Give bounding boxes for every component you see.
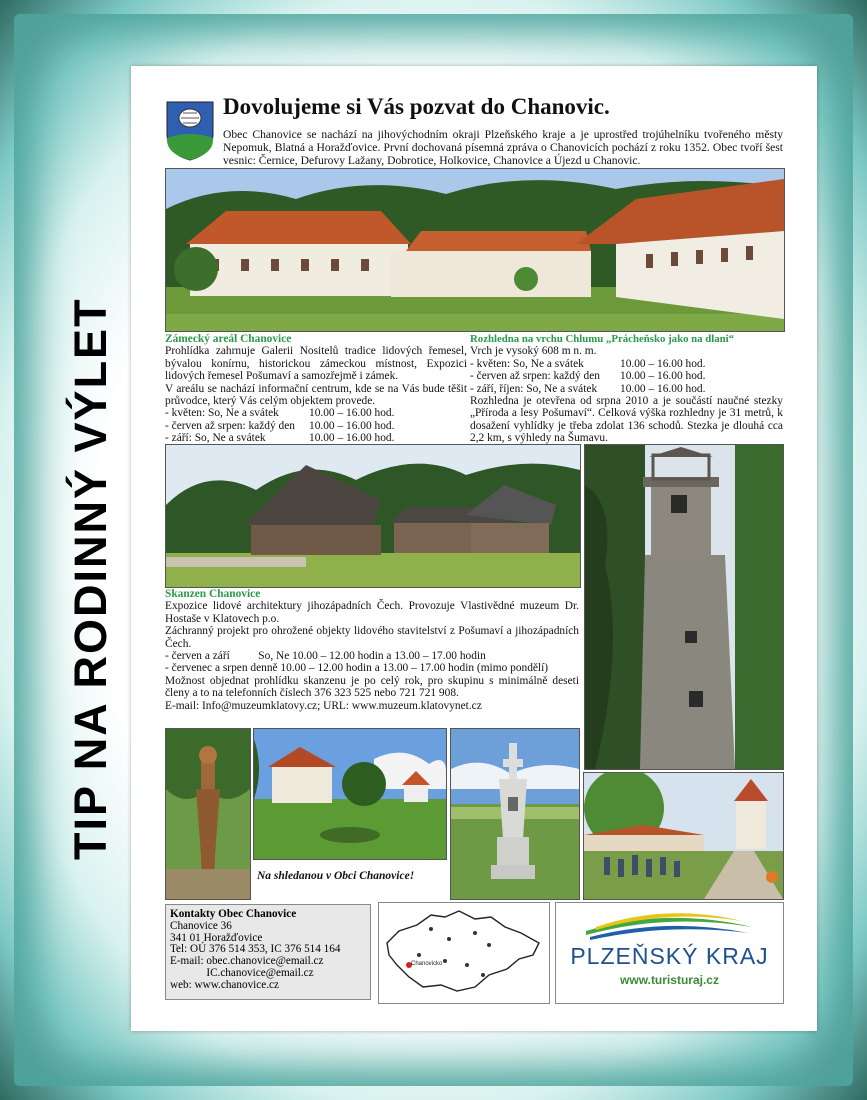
hours-days: - září, říjen: So, Ne a svátek	[470, 382, 598, 395]
skanzen-section	[165, 588, 579, 712]
tower-section	[470, 333, 783, 445]
tower-hours-row	[470, 370, 783, 382]
castle-hours-row	[165, 420, 467, 432]
hours-time: 10.00 – 16.00 hod.	[620, 357, 706, 370]
czech-map-icon	[379, 903, 549, 1003]
tower-hours-row	[470, 383, 783, 395]
leaflet-page	[131, 66, 817, 1031]
swoosh-logo-icon	[556, 905, 783, 945]
contacts-box	[165, 904, 371, 1000]
tower-elevation: Vrch je vysoký 608 m n. m.	[470, 345, 597, 358]
map-label: Chanovicko	[411, 961, 443, 967]
skanzen-text-2: Záchranný projekt pro ohrožené objekty lidového stavitelství z Pošumaví a jihozápadních Čech.	[165, 625, 579, 650]
tower-hours-row	[470, 358, 783, 370]
castle-courtyard-photo	[165, 168, 785, 332]
skanzen-hours-1: - červen a září So, Ne 10.00 – 12.00 hodin a 13.00 – 17.00 hodin	[165, 650, 486, 663]
contact-email-ic: IC.chanovice@email.cz	[170, 966, 314, 979]
castle-lawn-photo	[253, 728, 447, 860]
lookout-tower-photo	[584, 444, 784, 770]
castle-hours-row	[165, 407, 467, 419]
region-map	[378, 902, 550, 1004]
coat-of-arms-icon	[165, 100, 215, 162]
castle-text-2: V areálu se nachází informační centrum, kde se na Vás bude těšit průvodce, který Vás celým objektem provede.	[165, 382, 467, 408]
hours-days: - září: So, Ne a svátek	[165, 432, 266, 445]
logo-name: PLZEŇSKÝ KRAJ	[570, 943, 769, 969]
tourists-church-photo	[583, 772, 784, 900]
hours-days: - červen až srpen: každý den	[470, 370, 600, 383]
skanzen-hours-2: - červenec a srpen denně 10.00 – 12.00 hodin a 13.00 – 17.00 hodin (mimo pondělí)	[165, 662, 549, 675]
wooden-statue-photo	[165, 728, 251, 900]
castle-section	[165, 333, 467, 445]
contact-web: web: www.chanovice.cz	[170, 978, 279, 991]
castle-text: Prohlídka zahrnuje Galerii Nositelů tradice lidových řemesel, bývalou konírnu, historickou zámeckou místnost, Expozici lidových řemesel Pošumaví a samozřejmě i zámek.	[165, 345, 467, 383]
hours-days: - květen: So, Ne a svátek	[470, 357, 584, 370]
hours-time: 10.00 – 16.00 hod.	[309, 432, 395, 445]
skanzen-photo	[165, 444, 581, 588]
contact-line: Chanovice 36	[170, 919, 232, 932]
skanzen-text: Expozice lidové architektury jihozápadních Čech. Provozuje Vlastivědné muzeum Dr. Hostaše v Klatovech p.o.	[165, 600, 579, 625]
skanzen-text-3: Možnost objednat prohlídku skanzenu je po celý rok, pro skupinu s minimálně deseti členy a to na telefonních číslech 376 323 525 nebo 721 721 908.	[165, 674, 579, 700]
side-title: TIP NA RODINNÝ VÝLET	[65, 297, 116, 860]
page-title: Dovolujeme si Vás pozvat do Chanovic.	[223, 94, 610, 119]
stone-cross-photo	[450, 728, 580, 900]
tower-heading: Rozhledna na vrchu Chlumu „Prácheňsko jako na dlani“	[470, 333, 735, 345]
contacts-heading: Kontakty Obec Chanovice	[170, 908, 297, 920]
plzensky-kraj-logo	[555, 902, 784, 1004]
logo-url[interactable]: www.turisturaj.cz	[620, 973, 719, 987]
hours-days: - květen: So, Ne a svátek	[165, 407, 279, 420]
contact-email: E-mail: obec.chanovice@email.cz	[170, 955, 324, 968]
hours-time: 10.00 – 16.00 hod.	[620, 382, 706, 395]
skanzen-heading: Skanzen Chanovice	[165, 588, 261, 600]
hours-days: - červen až srpen: každý den	[165, 419, 295, 432]
hours-time: 10.00 – 16.00 hod.	[620, 370, 706, 383]
hours-time: 10.00 – 16.00 hod.	[309, 419, 395, 432]
castle-heading: Zámecký areál Chanovice	[165, 333, 292, 345]
skanzen-email: E-mail: Info@muzeumklatovy.cz; URL: www.muzeum.klatovynet.cz	[165, 699, 482, 712]
tower-text: Rozhledna je otevřena od srpna 2010 a je součástí naučné stezky „Příroda a lesy Pošumaví“. Celková výška rozhledny je 31 metrů, k dosažení vyhlídky je třeba zdolat 136 schodů. Stezka je dlouhá cca 2,2 km, s výhledy na Šumavu.	[470, 395, 783, 445]
contact-phone: Tel: OÚ 376 514 353, IC 376 514 164	[170, 943, 341, 956]
intro-text: Obec Chanovice se nachází na jihovýchodním okraji Plzeňského kraje a je uprostřed trojúhelníku tvořeného městy Nepomuk, Blatná a Horažďovice. První dochovaná písemná zpráva o Chanovicích pochází z roku 1352. Obec tvoří šest vesnic: Černice, Defurovy Lažany, Dobrotice, Holkovice, Chanovice a Újezd u Chanovic.	[223, 128, 783, 167]
hours-time: 10.00 – 16.00 hod.	[309, 407, 395, 420]
castle-hours-row	[165, 432, 467, 444]
farewell-text: Na shledanou v Obci Chanovice!	[257, 870, 415, 882]
contact-line: 341 01 Horažďovice	[170, 931, 263, 944]
